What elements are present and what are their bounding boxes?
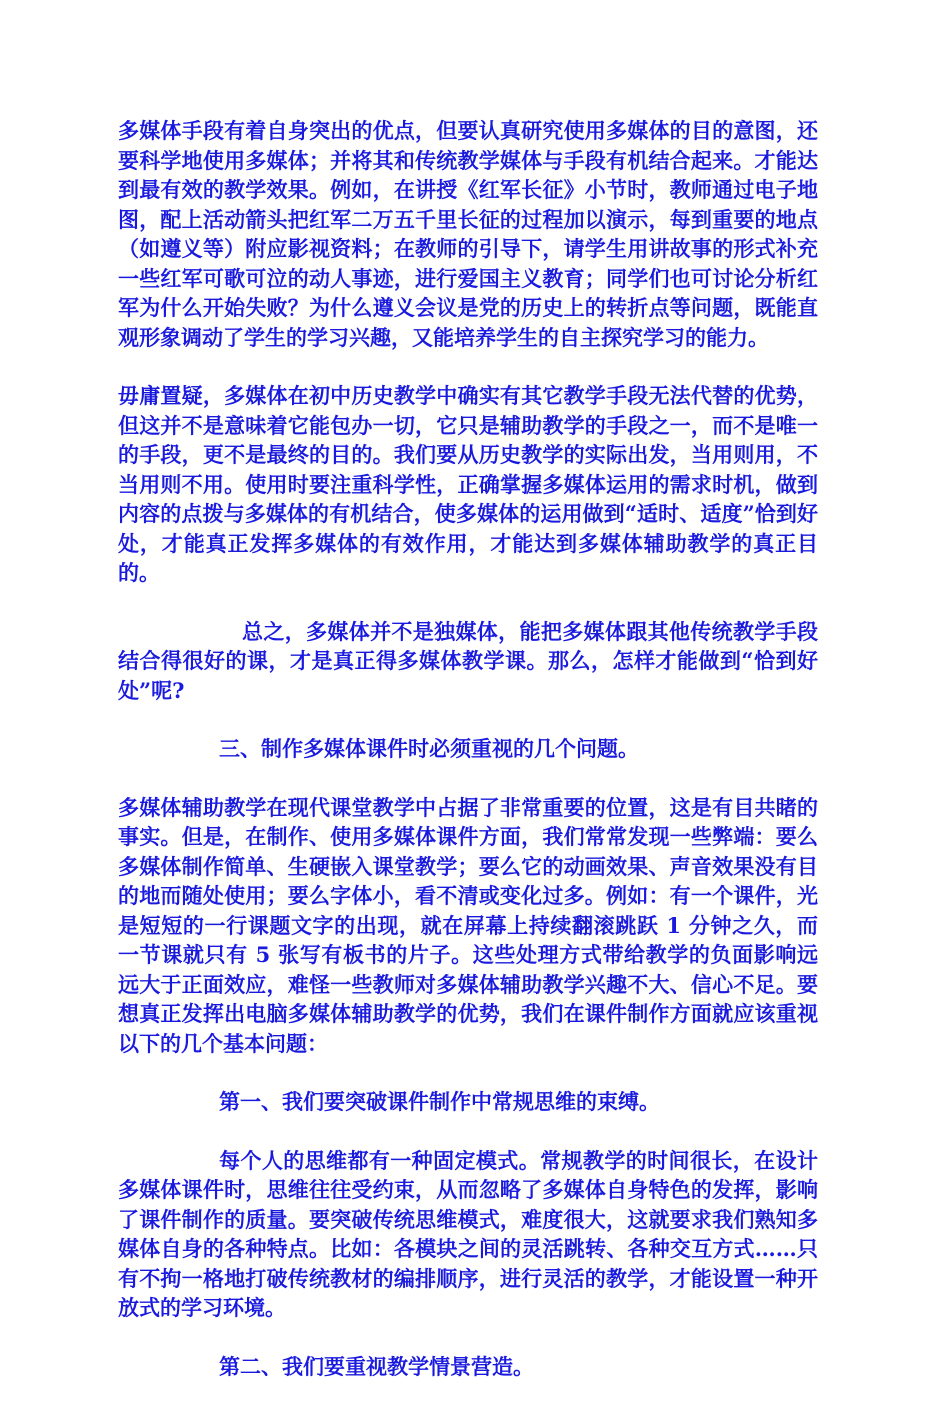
subheading-first: 第一、我们要突破课件制作中常规思维的束缚。 [219, 1089, 660, 1114]
document-page [118, 116, 818, 1410]
paragraph-thinking-patterns: 每个人的思维都有一种固定模式。常规教学的时间很长，在设计多媒体课件时，思维往往受约束，从而忽略了多媒体自身特色的发挥，影响了课件制作的质量。要突破传统思维模式，难度很大，这就要求我们熟知多媒体自身的各种特点。比如：各模块之间的灵活跳转、各种交互方式……只有不拘一格地打破传统教材的编排顺序，进行灵活的教学，才能设置一种开放式的学习环境。 [118, 1147, 818, 1320]
paragraph-multimedia-advantages: 毋庸置疑，多媒体在初中历史教学中确实有其它教学手段无法代替的优势，但这并不是意味着它能包办一切，它只是辅助教学的手段之一，而不是唯一的手段，更不是最终的目的。我们要从历史教学的实际出发，当用则用，不当用则不用。使用时要注重科学性，正确掌握多媒体运用的需求时机，做到内容的点拨与多媒体的有机结合，使多媒体的运用做到“适时、适度”恰到好处，才能真正发挥多媒体的有效作用，才能达到多媒体辅助教学的真正目的。 [118, 383, 818, 585]
paragraph-courseware-problems: 多媒体辅助教学在现代课堂教学中占据了非常重要的位置，这是有目共睹的事实。但是，在制作、使用多媒体课件方面，我们常常发现一些弊端：要么多媒体制作简单、生硬嵌入课堂教学；要么它的动画效果、声音效果没有目的地而随处使用；要么字体小，看不清或变化过多。例如：有一个课件，光是短短的一行课题文字的出现，就在屏幕上持续翻滚跳跃 1 分钟之久，而一节课就只有 5 张写有板书的片子。这些处理方式带给教学的负面影响远远大于正面效应，难怪一些教师对多媒体辅助教学兴趣不大、信心不足。要想真正发挥出电脑多媒体辅助教学的优势，我们在课件制作方面就应该重视以下的几个基本问题： [118, 794, 818, 1056]
section-heading-three: 三、制作多媒体课件时必须重视的几个问题。 [219, 736, 639, 761]
paragraph-summary: 总之，多媒体并不是独媒体，能把多媒体跟其他传统教学手段结合得很好的课，才是真正得多媒体教学课。那么，怎样才能做到“恰到好处”呢? [118, 618, 818, 703]
paragraph-red-army-example: 多媒体手段有着自身突出的优点，但要认真研究使用多媒体的目的意图，还要科学地使用多媒体；并将其和传统教学媒体与手段有机结合起来。才能达到最有效的教学效果。例如，在讲授《红军长征》小节时，教师通过电子地图，配上活动箭头把红军二万五千里长征的过程加以演示，每到重要的地点（如遵义等）附应影视资料；在教师的引导下，请学生用讲故事的形式补充一些红军可歌可泣的动人事迹，进行爱国主义教育；同学们也可讨论分析红军为什么开始失败？为什么遵义会议是党的历史上的转折点等问题，既能直观形象调动了学生的学习兴趣，又能培养学生的自主探究学习的能力。 [118, 118, 818, 350]
subheading-second: 第二、我们要重视教学情景营造。 [219, 1353, 534, 1379]
